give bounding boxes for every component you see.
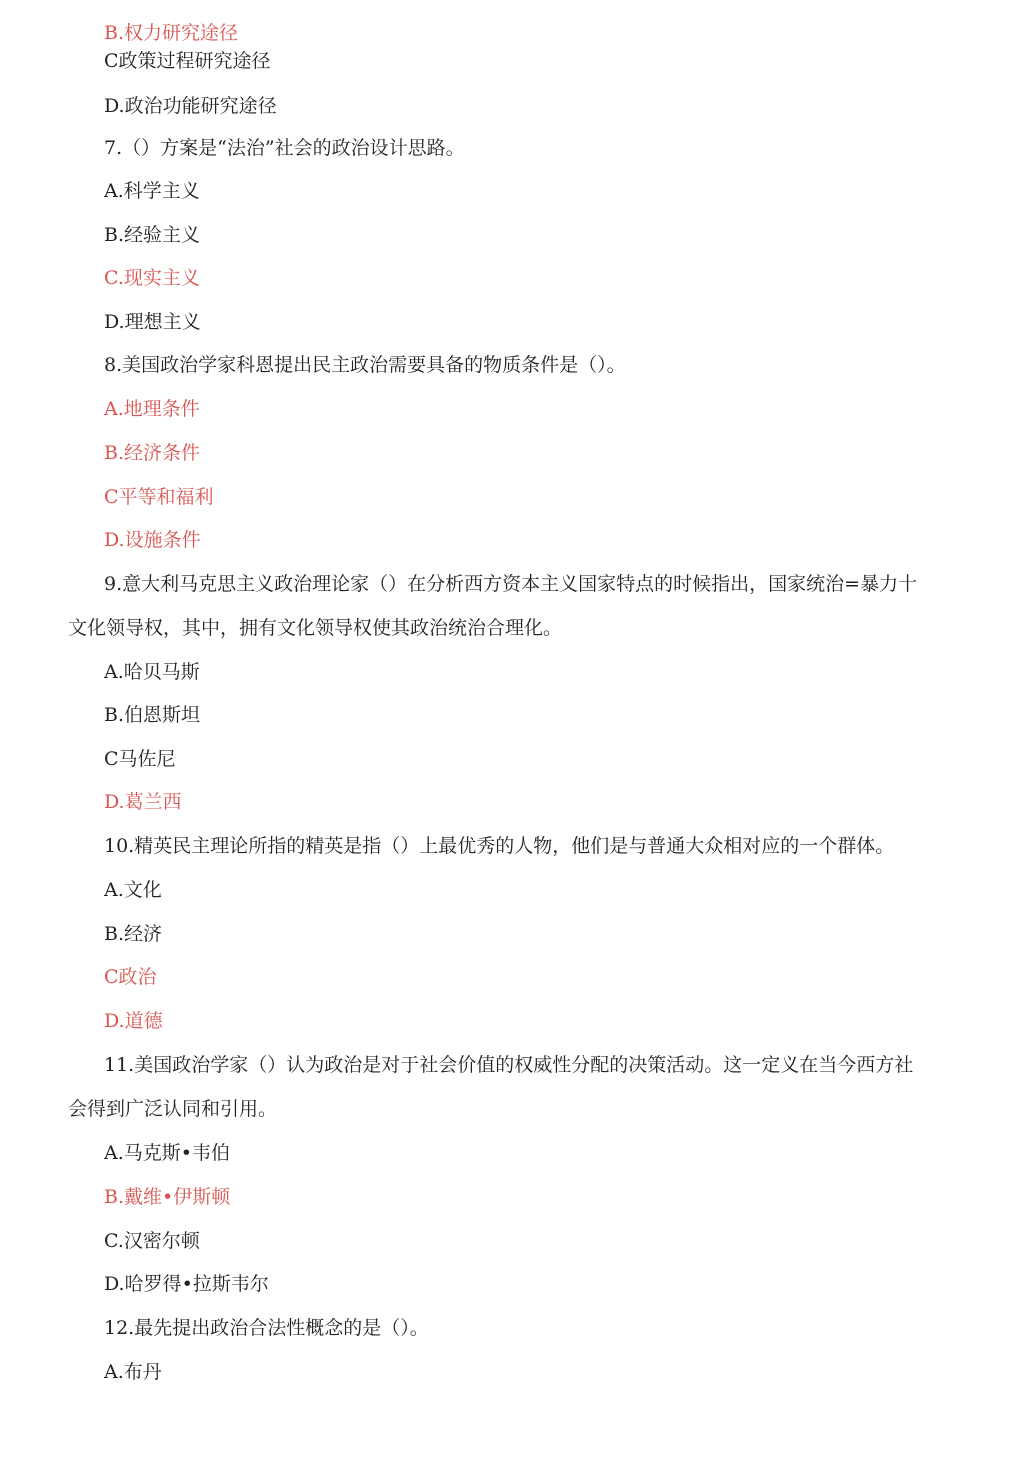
question-9-line-2: 文化领导权，其中，拥有文化领导权使其政治统治合理化。: [68, 617, 563, 639]
question-10: 10.精英民主理论所指的精英是指（）上最优秀的人物，他们是与普通大众相对应的一个群体。: [104, 835, 895, 857]
option-q6-d: D.政治功能研究途径: [104, 95, 277, 117]
option-q11-d: D.哈罗得•拉斯韦尔: [104, 1273, 269, 1295]
option-q10-c: C政治: [104, 966, 157, 988]
option-q10-a: A.文化: [104, 879, 162, 901]
question-11-line-2: 会得到广泛认同和引用。: [68, 1098, 278, 1120]
option-q6-b: B.权力研究途径: [104, 22, 239, 44]
question-8: 8.美国政治学家科恩提出民主政治需要具备的物质条件是（）。: [104, 354, 626, 376]
option-q8-a: A.地理条件: [104, 398, 200, 420]
question-12: 12.最先提出政治合法性概念的是（）。: [104, 1317, 429, 1339]
option-q6-c: C政策过程研究途径: [104, 50, 271, 72]
option-q10-d: D.道德: [104, 1010, 163, 1032]
option-q9-c: C马佐尼: [104, 748, 176, 770]
question-9-line-1: 9.意大利马克思主义政治理论家（）在分析西方资本主义国家特点的时候指出，国家统治=暴力十: [104, 573, 918, 595]
option-q8-b: B.经济条件: [104, 442, 201, 464]
option-q11-a: A.马克斯•韦伯: [104, 1142, 230, 1164]
option-q9-b: B.伯恩斯坦: [104, 704, 201, 726]
question-11-line-1: 11.美国政治学家（）认为政治是对于社会价值的权威性分配的决策活动。这一定义在当今西方社: [104, 1054, 914, 1076]
option-q9-a: A.哈贝马斯: [104, 661, 200, 683]
option-q7-b: B.经验主义: [104, 224, 201, 246]
option-q7-a: A.科学主义: [104, 180, 200, 202]
option-q11-c: C.汉密尔顿: [104, 1230, 200, 1252]
option-q8-c: C平等和福利: [104, 486, 214, 508]
option-q7-d: D.理想主义: [104, 311, 201, 333]
option-q12-a: A.布丹: [104, 1361, 162, 1383]
question-7: 7.（）方案是“法治”社会的政治设计思路。: [104, 137, 465, 159]
option-q8-d: D.设施条件: [104, 529, 201, 551]
option-q11-b: B.戴维•伊斯顿: [104, 1186, 231, 1208]
option-q10-b: B.经济: [104, 923, 163, 945]
option-q9-d: D.葛兰西: [104, 791, 182, 813]
option-q7-c: C.现实主义: [104, 267, 200, 289]
